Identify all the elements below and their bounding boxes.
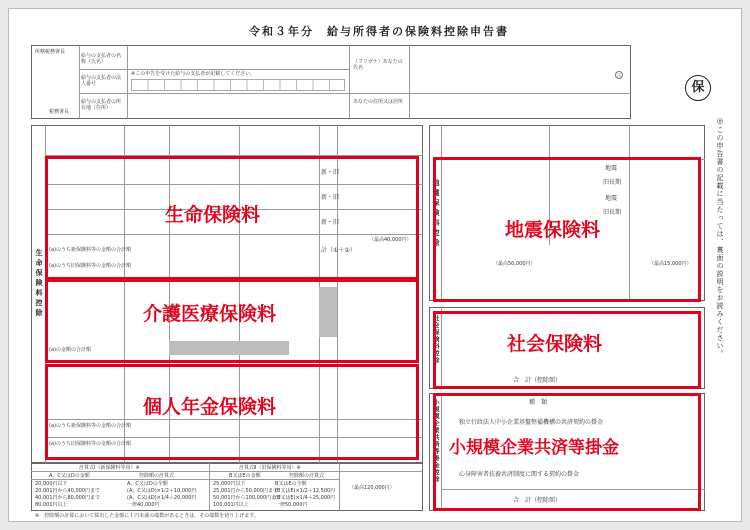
quake-limit1: （最高50,000円） [493,261,536,267]
calc-old-row-3: 50,001円から100,000円まで [213,495,282,501]
calc-col-a: A、C又はDの金額 [49,473,90,479]
calc-old-calc-1: B又はEの全額 [275,481,307,487]
payer-name-label: 給与の支払者の名称（氏名） [81,53,122,65]
calc-title-old: 計算式Ⅱ（旧保険料等用）※ [239,465,301,471]
life-new-old-2: 新・旧 [321,194,340,201]
calc-old-row-2: 25,001円から50,000円まで [213,488,278,494]
quake-label-1: 地震 [605,165,618,172]
payer-address-label: 給与の支払者の所在地（住所） [81,99,122,111]
small-biz-item4: 心身障害者扶養共済制度に関する契約の掛金 [459,471,580,478]
calc-old-row-4: 100,001円以上 [213,502,249,508]
calc-title-new: 計算式Ⅰ（新保険料等用）※ [79,465,140,471]
small-biz-item1: 独立行政法人中小企業基盤整備機構の共済契約の掛金 [459,419,604,426]
calc-old-row-1: 25,000円以下 [213,481,246,487]
life-new-old-1: 新・旧 [321,169,340,176]
quake-longterm-1: 旧長期 [603,179,622,186]
calc-footnote: ※ 控除額の計算において算出した金額に１円未満の端数があるときは、その端数を切り上げます。 [35,513,259,519]
label-earthquake: 地震保険料 [505,219,601,241]
calc-new-calc-3: (A、C又はD)×1/4＋20,000円 [127,495,197,501]
life-new-old-3: 新・旧 [321,219,340,226]
label-care: 介護医療保険料 [143,303,277,325]
calc-new-row-2: 20,001円から40,000円まで [35,488,100,494]
pension-calc-e: (a)のうち旧保険料等の金額の合計額 [49,441,131,447]
small-biz-total: 合 計（控除額） [513,497,562,504]
calc-new-row-3: 40,001円から80,000円まで [35,495,100,501]
small-biz-vertical-label: 小規模企業共済等掛金控除 [432,399,439,483]
insurance-deduction-form [8,8,742,522]
life-total: 計（①＋②） [321,247,356,254]
form-mark: 保 [685,75,711,101]
furigana-label: （フリガナ）あなたの氏名 [353,59,403,71]
calc-new-calc-1: A、C又はDの全額 [127,481,168,487]
care-calc-c: (a)の金額の合計額 [49,347,91,353]
calc-old-calc-3: (B又はE)×1/4＋25,000円 [275,495,336,501]
quake-limit2: （最高15,000円） [649,261,692,267]
label-social: 社会保険料 [507,333,603,355]
label-small-biz: 小規模企業共済等掛金 [449,438,619,458]
life-vertical-label: 生命保険料控除 [35,249,43,319]
calc-new-calc-4: 一律40,000円 [127,502,160,508]
side-note: ◎この申告書の記載に当たっては、裏面の説明をお読みください。 [716,117,724,358]
label-life: 生命保険料 [165,204,261,226]
calc-new-row-4: 80,001円以上 [35,502,68,508]
address-label: あなたの住所又は居所 [353,99,404,105]
quake-longterm-2: 旧長期 [603,209,622,216]
calc-old-calc-2: (B又はE)×1/2＋12,500円 [275,488,336,494]
calc-old-calc-4: 一律50,000円 [275,502,308,508]
life-limit: （最高40,000円） [369,237,412,243]
calc-col-deduct-new: 控除額の計算式 [139,473,175,479]
payer-number-boxes[interactable] [131,79,345,91]
life-calc-a: (a)のうち新保険料等の金額の合計額 [49,247,131,253]
payer-number-label: 給与の支払者の法人番号 [81,75,122,87]
form-title: 令和３年分 給与所得者の保険料控除申告書 [249,25,509,38]
earthquake-vertical-label: 地震保険料控除 [432,179,440,249]
social-vertical-label: 社会保険料控除 [432,315,439,364]
quake-label-2: 地震 [605,195,618,202]
calc-new-row-1: 20,000円以下 [35,481,68,487]
calc-total-limit: （最高120,000円） [349,485,395,491]
life-calc-b: (a)のうち旧保険料等の金額の合計額 [49,263,131,269]
label-pension: 個人年金保険料 [143,396,277,418]
social-total: 合 計（控除額） [513,377,562,384]
small-biz-type-label: 種 類 [529,399,548,406]
calc-col-deduct-old: 控除額の計算式 [289,473,325,479]
calc-col-b: B又はEの金額 [229,473,261,479]
tax-office-label: 税務署長 [49,109,70,115]
calc-new-calc-2: (A、C又はD)×1/2＋10,000円 [127,488,197,494]
pension-calc-d: (a)のうち新保険料等の金額の合計額 [49,423,131,429]
payer-number-note: ※この申告を受けた給与の支払者が記載してください。 [131,71,256,77]
office-label: 所轄税務署長 [35,49,66,55]
seal-mark: 印 [617,73,621,78]
